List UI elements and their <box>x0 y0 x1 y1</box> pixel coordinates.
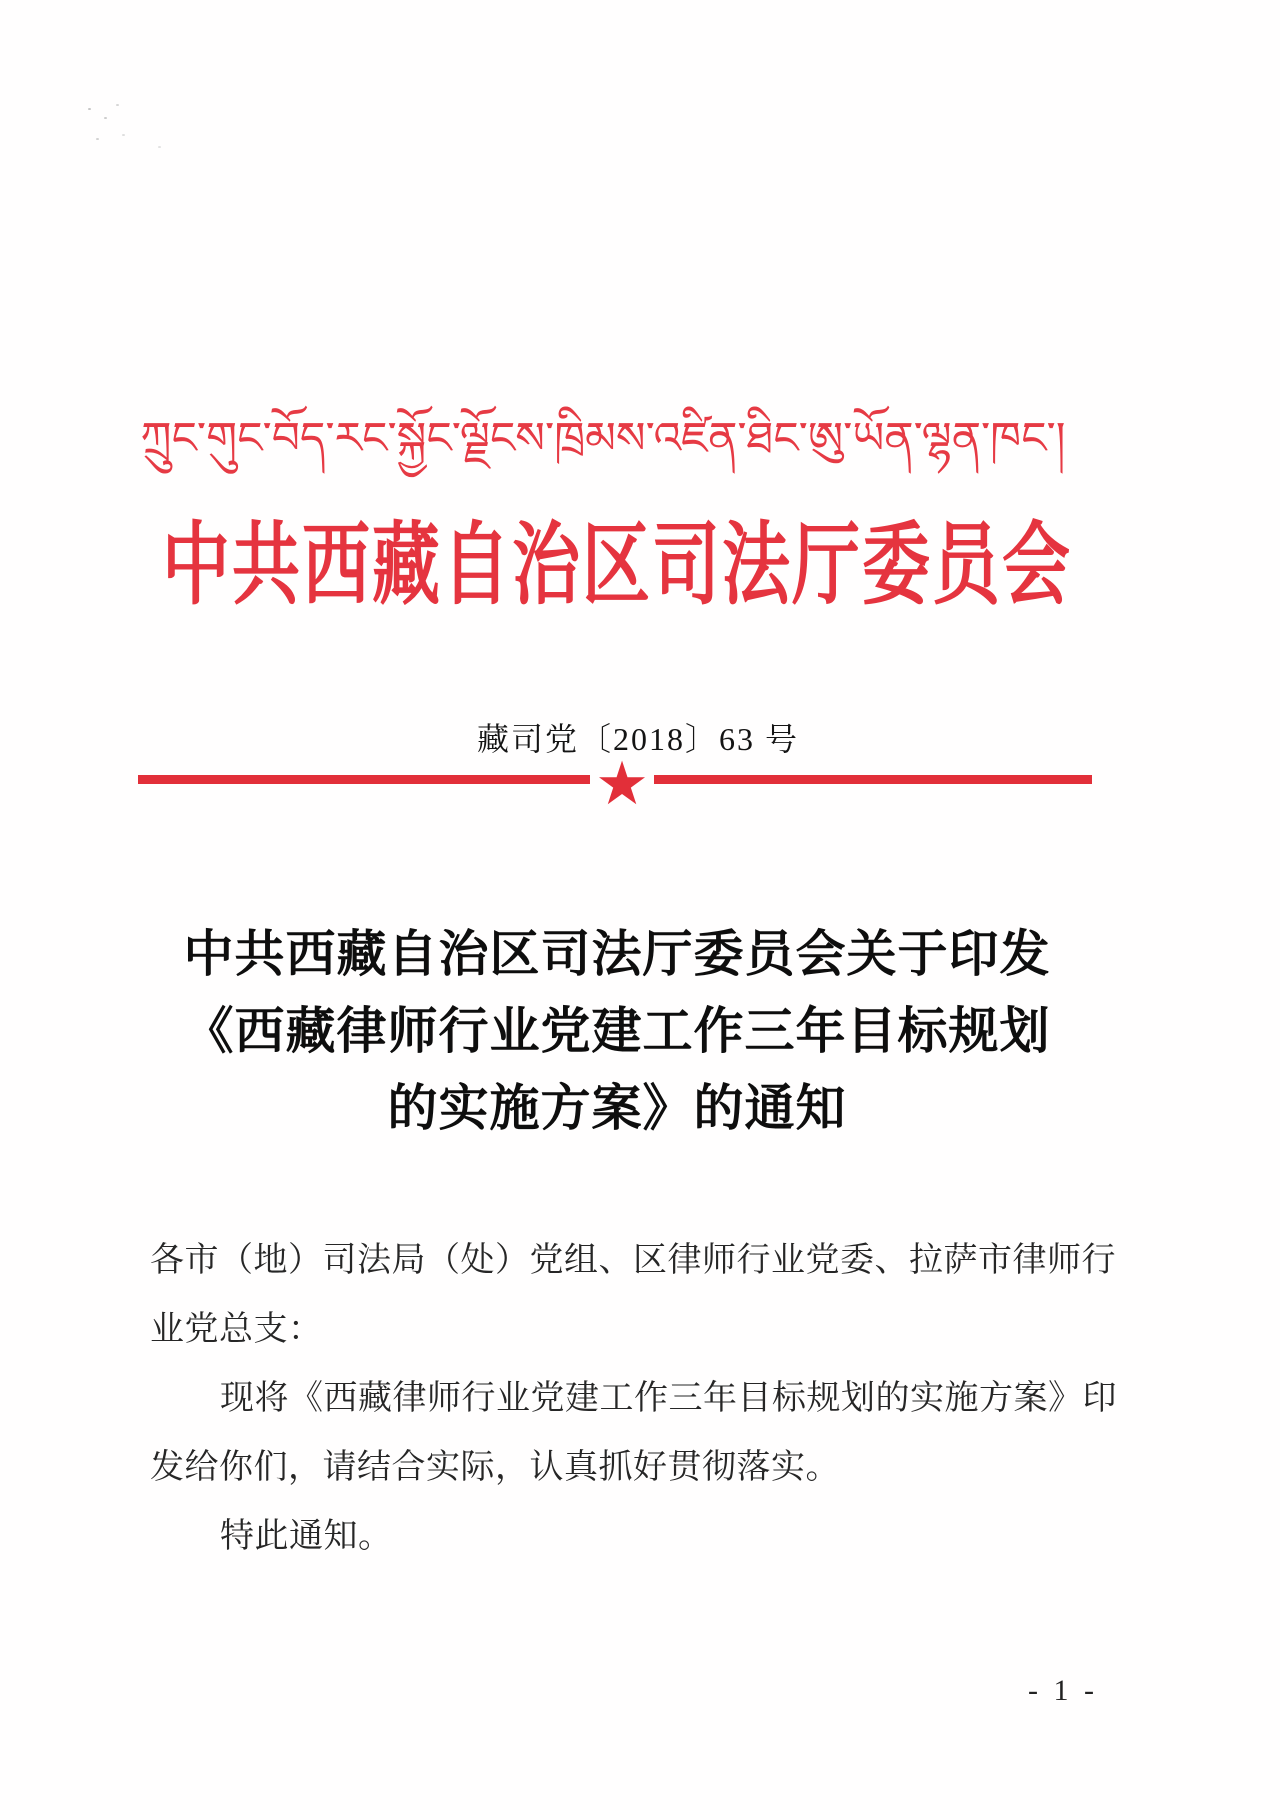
document-title-line-3: 的实施方案》的通知 <box>387 1080 847 1136</box>
rule-left-segment <box>138 775 590 784</box>
body-line-recipients-2: 业党总支： <box>150 1311 323 1348</box>
body-line-closing: 特此通知。 <box>220 1518 393 1555</box>
document-reference-number: 藏司党〔2018〕63 号 <box>476 721 799 757</box>
body-line-paragraph-2: 发给你们，请结合实际，认真抓好贯彻落实。 <box>150 1449 840 1486</box>
document-body <box>150 1226 1145 1571</box>
red-org-title: 中共西藏自治区司法厅委员会 <box>161 515 1072 616</box>
rule-right-segment <box>654 775 1092 784</box>
body-line-recipients-1: 各市（地）司法局（处）党组、区律师行业党委、拉萨市律师行 <box>150 1242 1116 1279</box>
page-number: - 1 - <box>1028 1674 1098 1707</box>
document-title-line-1: 中共西藏自治区司法厅委员会关于印发 <box>183 926 1051 982</box>
star-icon: ★ <box>595 749 649 819</box>
document-title <box>0 916 1234 1147</box>
body-line-paragraph-1: 现将《西藏律师行业党建工作三年目标规划的实施方案》印 <box>220 1380 1117 1417</box>
red-separator-rule <box>138 748 1092 819</box>
tibetan-org-title: ཀྲུང་གུང་བོད་རང་སྐྱོང་ལྗོངས་ཁྲིམས་འཛིན་ཐིང་ཨུ་ཡོན་ལྷན་ཁང་། <box>140 414 1066 463</box>
document-title-line-2: 《西藏律师行业党建工作三年目标规划 <box>183 1003 1051 1059</box>
scan-noise-specks <box>88 108 91 110</box>
